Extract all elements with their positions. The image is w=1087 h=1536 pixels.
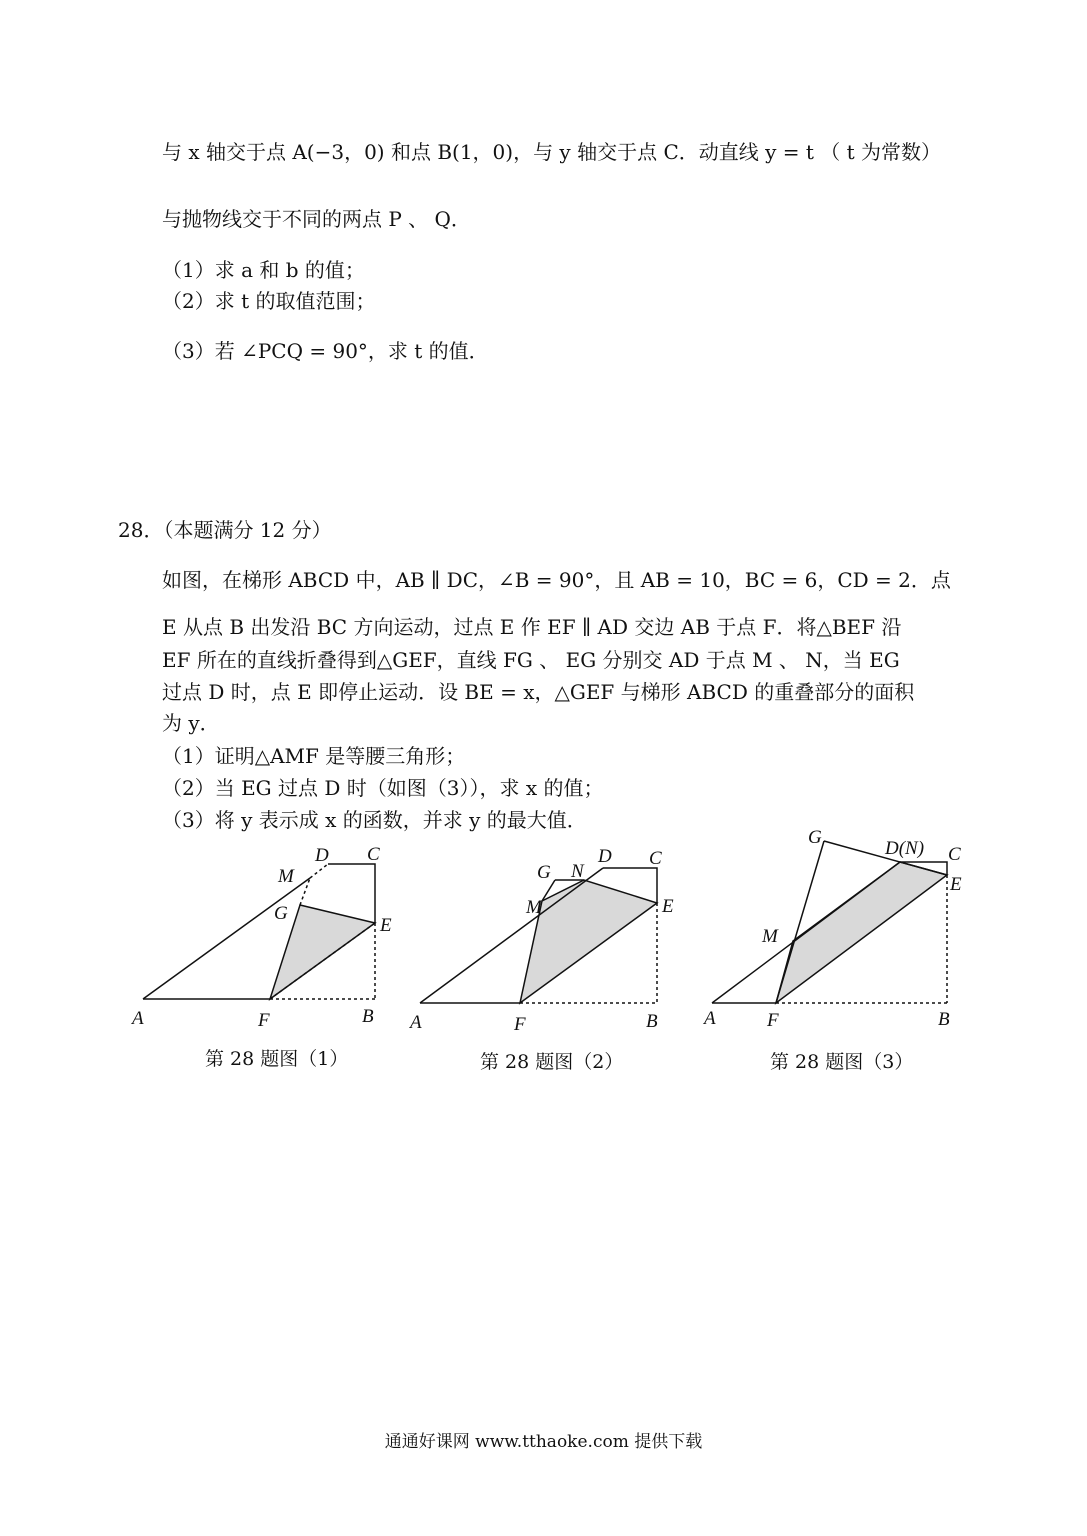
q27-part-3: （3）若 ∠PCQ = 90°，求 t 的值． xyxy=(162,339,489,363)
figure-3-caption: 第 28 题图（3） xyxy=(770,1051,914,1073)
fig3-label-m: M xyxy=(762,926,778,947)
fig1-label-b: B xyxy=(362,1006,374,1027)
fig2-label-e: E xyxy=(662,896,674,917)
figure-2-caption: 第 28 题图（2） xyxy=(480,1051,624,1073)
fig2-label-m: M xyxy=(526,897,542,918)
fig3-label-f: F xyxy=(767,1010,779,1031)
fig1-line-md-dashed xyxy=(310,864,328,878)
q28-header: 28．（本题满分 12 分） xyxy=(118,518,332,542)
q27-part-2: （2）求 t 的取值范围； xyxy=(162,289,376,313)
fig1-label-g: G xyxy=(274,903,288,924)
fig3-label-g: G xyxy=(808,827,822,848)
q28-part-3: （3）将 y 表示成 x 的函数，并求 y 的最大值． xyxy=(162,808,587,832)
q28-line-1: 如图，在梯形 ABCD 中，AB ∥ DC，∠B = 90°，且 AB = 10，BC = 6，CD = 2．点 xyxy=(162,568,951,592)
q27-line-1: 与 x 轴交于点 A(−3，0) 和点 B(1，0)，与 y 轴交于点 C．动直线 y = t （ t 为常数） xyxy=(162,140,942,164)
fig3-label-c: C xyxy=(948,844,961,865)
fig2-label-g: G xyxy=(537,862,551,883)
q28-part-2: （2）当 EG 过点 D 时（如图（3）），求 x 的值； xyxy=(162,776,604,800)
q28-line-2: E 从点 B 出发沿 BC 方向运动，过点 E 作 EF ∥ AD 交边 AB 于点 F．将△BEF 沿 xyxy=(162,615,902,639)
fig1-label-c: C xyxy=(367,844,380,865)
fig3-label-dn: D(N) xyxy=(885,838,925,859)
fig1-label-e: E xyxy=(380,915,392,936)
fig2-label-f: F xyxy=(514,1014,526,1035)
page-footer: 通通好课网 www.tthaoke.com 提供下载 xyxy=(384,1432,703,1452)
fig1-label-f: F xyxy=(258,1010,270,1031)
fig2-label-b: B xyxy=(646,1011,658,1032)
fig2-label-n: N xyxy=(571,861,584,882)
q28-part-1: （1）证明△AMF 是等腰三角形； xyxy=(162,744,466,768)
fig3-label-a: A xyxy=(704,1008,716,1029)
q28-line-4: 过点 D 时，点 E 即停止运动．设 BE = x，△GEF 与梯形 ABCD 的重叠部分的面积 xyxy=(162,680,915,704)
q27-part-1: （1）求 a 和 b 的值； xyxy=(162,258,365,282)
fig1-label-d: D xyxy=(315,845,329,866)
fig2-label-d: D xyxy=(598,846,612,867)
q28-line-3: EF 所在的直线折叠得到△GEF，直线 FG 、 EG 分别交 AD 于点 M 、 N，当 EG xyxy=(162,648,900,672)
fig1-label-a: A xyxy=(132,1008,144,1029)
fig3-label-e: E xyxy=(950,874,962,895)
fig3-line-ad xyxy=(712,862,900,1003)
fig2-label-a: A xyxy=(410,1012,422,1033)
fig3-shaded-quadrilateral xyxy=(776,862,947,1003)
q28-line-5: 为 y． xyxy=(162,711,220,735)
q27-line-2: 与抛物线交于不同的两点 P 、 Q． xyxy=(162,207,471,231)
figure-1-caption: 第 28 题图（1） xyxy=(205,1048,349,1070)
fig1-label-m: M xyxy=(278,866,294,887)
fig2-label-c: C xyxy=(649,848,662,869)
fig3-label-b: B xyxy=(938,1009,950,1030)
